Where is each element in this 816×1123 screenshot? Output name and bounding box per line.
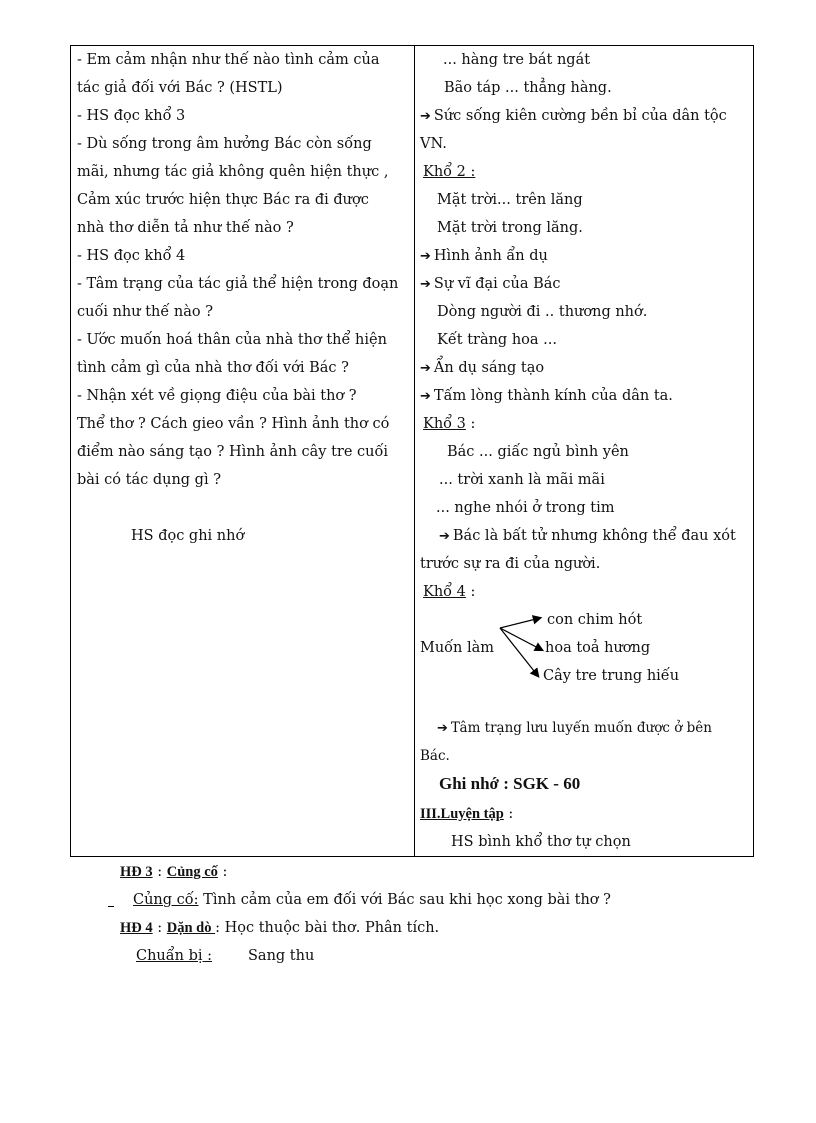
practice-text: HS bình khổ thơ tự chọn — [451, 834, 631, 850]
stanza-title: Khổ 2 : — [423, 164, 476, 180]
left-line: mãi, nhưng tác giả không quên hiện thực , — [77, 164, 389, 180]
left-line: - Dù sống trong âm hưởng Bác còn sống — [77, 136, 372, 152]
conclusion-line: VN. — [420, 136, 447, 152]
left-line: - Nhận xét về giọng điệu của bài thơ ? — [77, 388, 357, 404]
arrow-right-icon: ➔ — [439, 529, 450, 544]
conclusion-line: ➔ Sức sống kiên cường bền bỉ của dân tộc — [420, 108, 727, 124]
arrow-right-icon: ➔ — [420, 249, 431, 264]
conclusion-line: ➔ Sự vĩ đại của Bác — [420, 276, 561, 292]
left-line: - HS đọc khổ 3 — [77, 108, 186, 124]
section-heading: III.Luyện tập : — [420, 806, 514, 822]
poem-line: Dòng người đi .. thương nhớ. — [437, 304, 648, 320]
left-line: - Tâm trạng của tác giả thể hiện trong đoạn — [77, 276, 399, 292]
poem-line: Bão táp ... thẳng hàng. — [444, 80, 612, 96]
left-line: Thể thơ ? Cách gieo vần ? Hình ảnh thơ có — [77, 416, 390, 432]
stanza-title: Khổ 4 : — [423, 584, 476, 600]
poem-line: ... hàng tre bát ngát — [443, 52, 591, 68]
conclusion-line: ➔ Tấm lòng thành kính của dân ta. — [420, 388, 673, 404]
conclusion-line: ➔ Ẩn dụ sáng tạo — [420, 360, 545, 376]
poem-line: Mặt trời trong lăng. — [437, 220, 583, 236]
ghi-nho-heading: Ghi nhớ : SGK - 60 — [439, 774, 581, 793]
branch-label: hoa toả hương — [545, 640, 651, 656]
conclusion-line: ➔ Tâm trạng lưu luyến muốn được ở bên — [437, 720, 712, 736]
arrow-right-icon: ➔ — [420, 389, 431, 404]
branch-label: con chim hót — [547, 612, 643, 628]
poem-line: Bác ... giấc ngủ bình yên — [447, 444, 629, 460]
left-line: - HS đọc khổ 4 — [77, 248, 186, 264]
bullet-mark — [108, 906, 114, 907]
left-line: - Em cảm nhận như thế nào tình cảm của — [77, 52, 380, 68]
left-line: tình cảm gì của nhà thơ đối với Bác ? — [77, 360, 349, 376]
arrow-right-icon: ➔ — [420, 277, 431, 292]
arrow-right-icon: ➔ — [420, 109, 431, 124]
muon-lam-label: Muốn làm — [420, 640, 495, 656]
hd4-heading: HĐ 4 : Dặn dò : Học thuộc bài thơ. Phân tích. — [120, 920, 440, 936]
left-line: nhà thơ diễn tả như thế nào ? — [77, 220, 294, 236]
left-line: - Ước muốn hoá thân của nhà thơ thể hiện — [77, 332, 387, 348]
left-line: bài có tác dụng gì ? — [77, 472, 221, 488]
conclusion-line: ➔ Hình ảnh ẩn dụ — [420, 248, 548, 264]
read-note: HS đọc ghi nhớ — [131, 528, 245, 544]
conclusion-line: ➔ Bác là bất tử nhưng không thể đau xót — [439, 528, 736, 544]
arrow-to-branch1 — [500, 618, 540, 628]
left-line: Cảm xúc trước hiện thực Bác ra đi được — [77, 192, 369, 208]
arrow-to-branch3 — [500, 628, 538, 676]
poem-line: Mặt trời... trên lăng — [437, 192, 583, 208]
left-line: cuối như thế nào ? — [77, 304, 213, 320]
hd3-heading: HĐ 3 : Củng cố : — [120, 864, 228, 880]
lesson-table — [70, 45, 754, 857]
arrow-right-icon: ➔ — [437, 721, 448, 736]
left-line: tác giả đối với Bác ? (HSTL) — [77, 80, 283, 96]
conclusion-line: Bác. — [420, 748, 450, 764]
arrow-right-icon: ➔ — [420, 361, 431, 376]
branch-arrows — [498, 612, 548, 684]
chuanbi-label: Chuẩn bị : — [136, 948, 213, 964]
conclusion-line: trước sự ra đi của người. — [420, 556, 601, 572]
chuanbi-text: Sang thu — [248, 948, 315, 964]
stanza-title: Khổ 3 : — [423, 416, 476, 432]
poem-line: Kết tràng hoa ... — [437, 332, 557, 348]
poem-line: ... nghe nhói ở trong tim — [436, 500, 615, 516]
column-divider — [414, 46, 415, 856]
left-line: điểm nào sáng tạo ? Hình ảnh cây tre cuối — [77, 444, 389, 460]
poem-line: ... trời xanh là mãi mãi — [439, 472, 605, 488]
branch-label: Cây tre trung hiếu — [543, 668, 680, 684]
cungco-line: Củng cố: Tình cảm của em đối với Bác sau khi học xong bài thơ ? — [133, 892, 611, 908]
arrow-to-branch2 — [500, 628, 542, 650]
